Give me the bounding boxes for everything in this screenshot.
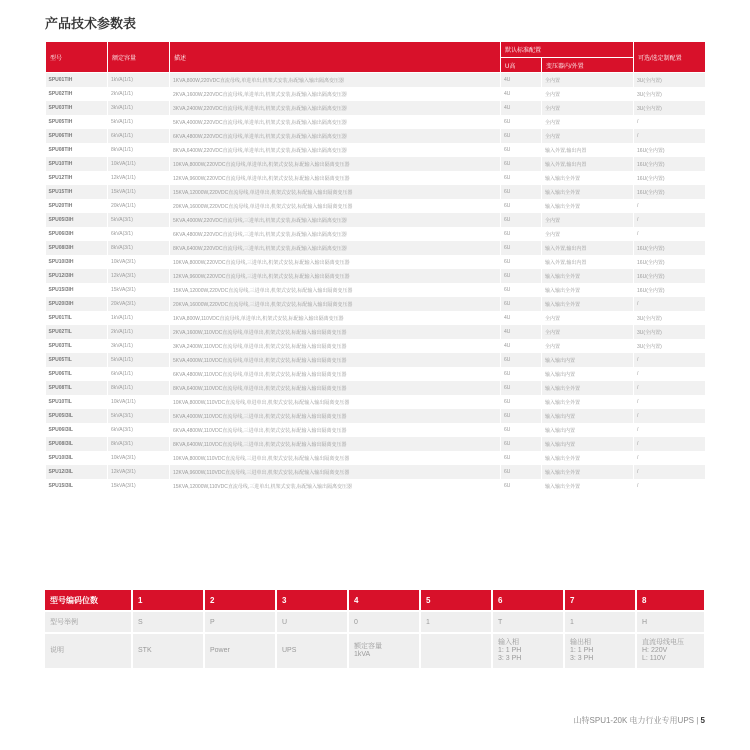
- capacity-cell: 6kVA(3/1): [108, 423, 170, 437]
- code-example-label: 型号举例: [45, 611, 132, 633]
- model-cell: SPU10TIL: [46, 395, 108, 409]
- transformer-cell: 全内置: [542, 311, 634, 325]
- custom-config-cell: 16U(全内置): [634, 171, 706, 185]
- custom-config-cell: /: [634, 479, 706, 493]
- model-cell: SPU02TIH: [46, 87, 108, 101]
- custom-config-cell: /: [634, 353, 706, 367]
- description-cell: 15KVA,12000W,220VDC直流母线,单进单出,机架式安装,标配输入输出隔离变压器: [170, 185, 501, 199]
- spec-row: [46, 87, 706, 101]
- description-cell: 6KVA,4800W,110VDC直流母线,单进单出,机架式安装,标配输入输出隔离变压器: [170, 367, 501, 381]
- transformer-cell: 输入输出全外置: [542, 185, 634, 199]
- model-cell: SPU10TIH: [46, 157, 108, 171]
- spec-row: [46, 451, 706, 465]
- spec-row: [46, 339, 706, 353]
- u-height-cell: 6U: [501, 213, 542, 227]
- code-desc-cell: 直流母线电压 H: 220V L: 110V: [636, 633, 705, 668]
- model-cell: SPU15I3IH: [46, 283, 108, 297]
- custom-config-cell: /: [634, 129, 706, 143]
- model-cell: SPU08I3IH: [46, 241, 108, 255]
- spec-row: [46, 101, 706, 115]
- u-height-cell: 6U: [501, 297, 542, 311]
- u-height-cell: 6U: [501, 465, 542, 479]
- capacity-cell: 12kVA(3/1): [108, 269, 170, 283]
- spec-row: [46, 199, 706, 213]
- u-height-cell: 6U: [501, 395, 542, 409]
- capacity-cell: 12kVA(3/1): [108, 465, 170, 479]
- spec-row: [46, 255, 706, 269]
- spec-row: [46, 129, 706, 143]
- spec-row: [46, 73, 706, 88]
- capacity-cell: 10kVA(1/1): [108, 395, 170, 409]
- model-cell: SPU05TIH: [46, 115, 108, 129]
- custom-config-cell: /: [634, 297, 706, 311]
- transformer-cell: 全内置: [542, 73, 634, 88]
- description-cell: 1KVA,800W,110VDC直流母线,单进单出,机架式安装,标配输入输出隔离变压器: [170, 311, 501, 325]
- model-cell: SPU12I3IL: [46, 465, 108, 479]
- transformer-cell: 输入输出全外置: [542, 479, 634, 493]
- transformer-cell: 输入输出全外置: [542, 465, 634, 479]
- model-cell: SPU03TIL: [46, 339, 108, 353]
- description-cell: 3KVA,2400W,220VDC直流母线,单进单出,机架式安装,标配输入输出隔离变压器: [170, 101, 501, 115]
- capacity-cell: 20kVA(1/1): [108, 199, 170, 213]
- description-cell: 8KVA,6400W,220VDC直流母线,三进单出,机架式安装,标配输入输出隔离变压器: [170, 241, 501, 255]
- custom-config-cell: /: [634, 395, 706, 409]
- code-example-cell: 1: [420, 611, 492, 633]
- spec-row: [46, 353, 706, 367]
- header-transformer: 变压器内/外置: [542, 58, 634, 73]
- custom-config-cell: /: [634, 227, 706, 241]
- custom-config-cell: /: [634, 381, 706, 395]
- transformer-cell: 全内置: [542, 115, 634, 129]
- model-code-table: [45, 590, 706, 668]
- spec-row: [46, 241, 706, 255]
- custom-config-cell: 16U(全内置): [634, 283, 706, 297]
- spec-row: [46, 269, 706, 283]
- model-cell: SPU15I3IL: [46, 479, 108, 493]
- transformer-cell: 输入输出内置: [542, 423, 634, 437]
- code-desc-cell: [420, 633, 492, 668]
- description-cell: 5KVA,4000W,220VDC直流母线,三进单出,机架式安装,标配输入输出隔离变压器: [170, 213, 501, 227]
- u-height-cell: 4U: [501, 325, 542, 339]
- description-cell: 8KVA,6400W,110VDC直流母线,三进单出,机架式安装,标配输入输出隔离变压器: [170, 437, 501, 451]
- footer-text: 山特SPU1-20K 电力行业专用UPS: [573, 716, 694, 725]
- transformer-cell: 全内置: [542, 227, 634, 241]
- model-cell: SPU05I3IL: [46, 409, 108, 423]
- code-desc-cell: 额定容量 1kVA: [348, 633, 420, 668]
- spec-row: [46, 409, 706, 423]
- transformer-cell: 输入输出内置: [542, 353, 634, 367]
- custom-config-cell: 3U(全内置): [634, 339, 706, 353]
- u-height-cell: 6U: [501, 451, 542, 465]
- u-height-cell: 6U: [501, 353, 542, 367]
- model-cell: SPU03TIH: [46, 101, 108, 115]
- spec-row: [46, 185, 706, 199]
- description-cell: 6KVA,4800W,220VDC直流母线,三进单出,机架式安装,标配输入输出隔离变压器: [170, 227, 501, 241]
- transformer-cell: 输入输出内置: [542, 437, 634, 451]
- model-cell: SPU05TIL: [46, 353, 108, 367]
- header-capacity: 额定容量: [108, 42, 170, 73]
- code-example-cell: T: [492, 611, 564, 633]
- custom-config-cell: 16U(全内置): [634, 269, 706, 283]
- u-height-cell: 6U: [501, 255, 542, 269]
- model-cell: SPU06I3IH: [46, 227, 108, 241]
- custom-config-cell: /: [634, 423, 706, 437]
- u-height-cell: 6U: [501, 409, 542, 423]
- description-cell: 5KVA,4000W,110VDC直流母线,单进单出,机架式安装,标配输入输出隔离变压器: [170, 353, 501, 367]
- transformer-cell: 输入输出全外置: [542, 451, 634, 465]
- transformer-cell: 输入输出内置: [542, 367, 634, 381]
- spec-row: [46, 311, 706, 325]
- description-cell: 10KVA,8000W,220VDC直流母线,单进单出,机架式安装,标配输入输出隔离变压器: [170, 157, 501, 171]
- transformer-cell: 输入输出全外置: [542, 283, 634, 297]
- capacity-cell: 1kVA(1/1): [108, 73, 170, 88]
- code-desc-cell: 输出相 1: 1 PH 3: 3 PH: [564, 633, 636, 668]
- u-height-cell: 6U: [501, 241, 542, 255]
- capacity-cell: 12kVA(1/1): [108, 171, 170, 185]
- custom-config-cell: 16U(全内置): [634, 157, 706, 171]
- description-cell: 12KVA,9600W,220VDC直流母线,单进单出,机架式安装,标配输入输出隔离变压器: [170, 171, 501, 185]
- u-height-cell: 6U: [501, 367, 542, 381]
- capacity-cell: 8kVA(1/1): [108, 143, 170, 157]
- description-cell: 10KVA,8000W,110VDC直流母线,单进单出,机架式安装,标配输入输出隔离变压器: [170, 395, 501, 409]
- transformer-cell: 输入输出内置: [542, 409, 634, 423]
- description-cell: 1KVA,800W,220VDC直流母线,单进单出,机架式安装,标配输入输出隔离变压器: [170, 73, 501, 88]
- header-custom-config: 可选/选定制配置: [634, 42, 706, 73]
- u-height-cell: 6U: [501, 269, 542, 283]
- model-cell: SPU05I3IH: [46, 213, 108, 227]
- description-cell: 3KVA,2400W,110VDC直流母线,单进单出,机架式安装,标配输入输出隔离变压器: [170, 339, 501, 353]
- transformer-cell: 全内置: [542, 339, 634, 353]
- description-cell: 2KVA,1600W,110VDC直流母线,单进单出,机架式安装,标配输入输出隔离变压器: [170, 325, 501, 339]
- capacity-cell: 3kVA(1/1): [108, 339, 170, 353]
- transformer-cell: 全内置: [542, 325, 634, 339]
- capacity-cell: 6kVA(1/1): [108, 129, 170, 143]
- u-height-cell: 4U: [501, 73, 542, 88]
- u-height-cell: 4U: [501, 87, 542, 101]
- custom-config-cell: /: [634, 213, 706, 227]
- spec-row: [46, 283, 706, 297]
- custom-config-cell: 16U(全内置): [634, 143, 706, 157]
- capacity-cell: 2kVA(1/1): [108, 325, 170, 339]
- u-height-cell: 6U: [501, 423, 542, 437]
- code-header-digit: 7: [564, 590, 636, 611]
- transformer-cell: 输入输出全外置: [542, 269, 634, 283]
- custom-config-cell: 3U(全内置): [634, 311, 706, 325]
- description-cell: 10KVA,8000W,110VDC直流母线,三进单出,机架式安装,标配输入输出隔离变压器: [170, 451, 501, 465]
- header-description: 描述: [170, 42, 501, 73]
- model-cell: SPU08TIH: [46, 143, 108, 157]
- page-number: 5: [700, 716, 705, 725]
- u-height-cell: 6U: [501, 283, 542, 297]
- spec-row: [46, 437, 706, 451]
- description-cell: 8KVA,6400W,110VDC直流母线,单进单出,机架式安装,标配输入输出隔离变压器: [170, 381, 501, 395]
- capacity-cell: 8kVA(1/1): [108, 381, 170, 395]
- custom-config-cell: 16U(全内置): [634, 255, 706, 269]
- description-cell: 8KVA,6400W,220VDC直流母线,单进单出,机架式安装,标配输入输出隔离变压器: [170, 143, 501, 157]
- transformer-cell: 输入外置,输出内置: [542, 241, 634, 255]
- spec-row: [46, 325, 706, 339]
- transformer-cell: 输入输出全外置: [542, 395, 634, 409]
- model-cell: SPU20TIH: [46, 199, 108, 213]
- description-cell: 12KVA,9600W,110VDC直流母线,三进单出,机架式安装,标配输入输出隔离变压器: [170, 465, 501, 479]
- description-cell: 15KVA,12000W,110VDC直流母线,三进单出,机架式安装,标配输入输出隔离变压器: [170, 479, 501, 493]
- capacity-cell: 5kVA(3/1): [108, 409, 170, 423]
- description-cell: 5KVA,4000W,110VDC直流母线,三进单出,机架式安装,标配输入输出隔离变压器: [170, 409, 501, 423]
- u-height-cell: 6U: [501, 143, 542, 157]
- transformer-cell: 输入外置,输出内置: [542, 143, 634, 157]
- description-cell: 20KVA,16000W,220VDC直流母线,单进单出,机架式安装,标配输入输出隔离变压器: [170, 199, 501, 213]
- spec-row: [46, 171, 706, 185]
- model-cell: SPU02TIL: [46, 325, 108, 339]
- model-cell: SPU20I3IH: [46, 297, 108, 311]
- u-height-cell: 6U: [501, 227, 542, 241]
- capacity-cell: 8kVA(3/1): [108, 241, 170, 255]
- model-cell: SPU08I3IL: [46, 437, 108, 451]
- description-cell: 6KVA,4800W,110VDC直流母线,三进单出,机架式安装,标配输入输出隔离变压器: [170, 423, 501, 437]
- spec-row: [46, 381, 706, 395]
- model-cell: SPU01TIL: [46, 311, 108, 325]
- custom-config-cell: /: [634, 409, 706, 423]
- transformer-cell: 输入输出全外置: [542, 381, 634, 395]
- spec-row: [46, 157, 706, 171]
- description-cell: 2KVA,1600W,220VDC直流母线,单进单出,机架式安装,标配输入输出隔离变压器: [170, 87, 501, 101]
- u-height-cell: 4U: [501, 339, 542, 353]
- custom-config-cell: /: [634, 367, 706, 381]
- description-cell: 12KVA,9600W,220VDC直流母线,三进单出,机架式安装,标配输入输出隔离变压器: [170, 269, 501, 283]
- code-example-cell: 1: [564, 611, 636, 633]
- capacity-cell: 15kVA(1/1): [108, 185, 170, 199]
- custom-config-cell: /: [634, 437, 706, 451]
- transformer-cell: 输入输出全外置: [542, 199, 634, 213]
- capacity-cell: 6kVA(3/1): [108, 227, 170, 241]
- spec-row: [46, 143, 706, 157]
- model-cell: SPU10I3IH: [46, 255, 108, 269]
- model-cell: SPU06I3IL: [46, 423, 108, 437]
- code-desc-cell: Power: [204, 633, 276, 668]
- custom-config-cell: 3U(全内置): [634, 73, 706, 88]
- description-cell: 15KVA,12000W,220VDC直流母线,三进单出,机架式安装,标配输入输出隔离变压器: [170, 283, 501, 297]
- capacity-cell: 3kVA(1/1): [108, 101, 170, 115]
- custom-config-cell: /: [634, 199, 706, 213]
- spec-row: [46, 367, 706, 381]
- u-height-cell: 6U: [501, 185, 542, 199]
- u-height-cell: 6U: [501, 479, 542, 493]
- u-height-cell: 4U: [501, 311, 542, 325]
- custom-config-cell: 3U(全内置): [634, 87, 706, 101]
- footer-separator: |: [696, 716, 699, 725]
- capacity-cell: 5kVA(1/1): [108, 353, 170, 367]
- spec-row: [46, 115, 706, 129]
- transformer-cell: 全内置: [542, 101, 634, 115]
- description-cell: 20KVA,16000W,220VDC直流母线,三进单出,机架式安装,标配输入输出隔离变压器: [170, 297, 501, 311]
- spec-table: [45, 41, 706, 493]
- custom-config-cell: 3U(全内置): [634, 101, 706, 115]
- model-cell: SPU01TIH: [46, 73, 108, 88]
- code-header-digit: 4: [348, 590, 420, 611]
- header-u-height: U高: [501, 58, 542, 73]
- capacity-cell: 10kVA(1/1): [108, 157, 170, 171]
- page-title: 产品技术参数表: [45, 16, 137, 31]
- code-header-digit: 3: [276, 590, 348, 611]
- spec-row: [46, 479, 706, 493]
- u-height-cell: 6U: [501, 199, 542, 213]
- custom-config-cell: /: [634, 451, 706, 465]
- code-example-cell: 0: [348, 611, 420, 633]
- code-header-digit: 8: [636, 590, 705, 611]
- transformer-cell: 全内置: [542, 87, 634, 101]
- transformer-cell: 全内置: [542, 213, 634, 227]
- capacity-cell: 5kVA(3/1): [108, 213, 170, 227]
- custom-config-cell: /: [634, 115, 706, 129]
- u-height-cell: 6U: [501, 157, 542, 171]
- code-example-cell: P: [204, 611, 276, 633]
- spec-row: [46, 297, 706, 311]
- custom-config-cell: /: [634, 465, 706, 479]
- capacity-cell: 20kVA(3/1): [108, 297, 170, 311]
- model-cell: SPU08TIL: [46, 381, 108, 395]
- u-height-cell: 6U: [501, 115, 542, 129]
- header-model: 型号: [46, 42, 108, 73]
- spec-row: [46, 395, 706, 409]
- capacity-cell: 8kVA(3/1): [108, 437, 170, 451]
- code-header-digit: 2: [204, 590, 276, 611]
- code-header-digit: 6: [492, 590, 564, 611]
- code-desc-label: 说明: [45, 633, 132, 668]
- u-height-cell: 4U: [501, 101, 542, 115]
- code-header-digit: 5: [420, 590, 492, 611]
- model-cell: SPU06TIL: [46, 367, 108, 381]
- u-height-cell: 6U: [501, 171, 542, 185]
- capacity-cell: 15kVA(3/1): [108, 479, 170, 493]
- code-example-cell: S: [132, 611, 204, 633]
- code-desc-cell: STK: [132, 633, 204, 668]
- description-cell: 10KVA,8000W,220VDC直流母线,三进单出,机架式安装,标配输入输出隔离变压器: [170, 255, 501, 269]
- page-footer: [574, 715, 705, 726]
- code-header-digit: 1: [132, 590, 204, 611]
- spec-row: [46, 213, 706, 227]
- u-height-cell: 6U: [501, 381, 542, 395]
- code-desc-cell: 输入相 1: 1 PH 3: 3 PH: [492, 633, 564, 668]
- model-cell: SPU12I3IH: [46, 269, 108, 283]
- description-cell: 5KVA,4000W,220VDC直流母线,单进单出,机架式安装,标配输入输出隔离变压器: [170, 115, 501, 129]
- code-example-cell: H: [636, 611, 705, 633]
- transformer-cell: 输入外置,输出内置: [542, 255, 634, 269]
- custom-config-cell: 16U(全内置): [634, 185, 706, 199]
- transformer-cell: 输入输出全外置: [542, 297, 634, 311]
- model-cell: SPU06TIH: [46, 129, 108, 143]
- capacity-cell: 10kVA(3/1): [108, 255, 170, 269]
- u-height-cell: 6U: [501, 437, 542, 451]
- model-cell: SPU10I3IL: [46, 451, 108, 465]
- model-cell: SPU12TIH: [46, 171, 108, 185]
- code-desc-cell: UPS: [276, 633, 348, 668]
- capacity-cell: 6kVA(1/1): [108, 367, 170, 381]
- capacity-cell: 10kVA(3/1): [108, 451, 170, 465]
- transformer-cell: 输入外置,输出内置: [542, 157, 634, 171]
- description-cell: 6KVA,4800W,220VDC直流母线,单进单出,机架式安装,标配输入输出隔离变压器: [170, 129, 501, 143]
- custom-config-cell: 16U(全内置): [634, 241, 706, 255]
- u-height-cell: 6U: [501, 129, 542, 143]
- code-example-cell: U: [276, 611, 348, 633]
- spec-row: [46, 465, 706, 479]
- capacity-cell: 2kVA(1/1): [108, 87, 170, 101]
- custom-config-cell: 3U(全内置): [634, 325, 706, 339]
- capacity-cell: 1kVA(1/1): [108, 311, 170, 325]
- spec-row: [46, 227, 706, 241]
- spec-row: [46, 423, 706, 437]
- model-cell: SPU15TIH: [46, 185, 108, 199]
- capacity-cell: 5kVA(1/1): [108, 115, 170, 129]
- capacity-cell: 15kVA(3/1): [108, 283, 170, 297]
- transformer-cell: 输入输出全外置: [542, 171, 634, 185]
- header-standard-config: 默认标准配置: [501, 42, 634, 58]
- transformer-cell: 全内置: [542, 129, 634, 143]
- code-header-label: 型号编码位数: [45, 590, 132, 611]
